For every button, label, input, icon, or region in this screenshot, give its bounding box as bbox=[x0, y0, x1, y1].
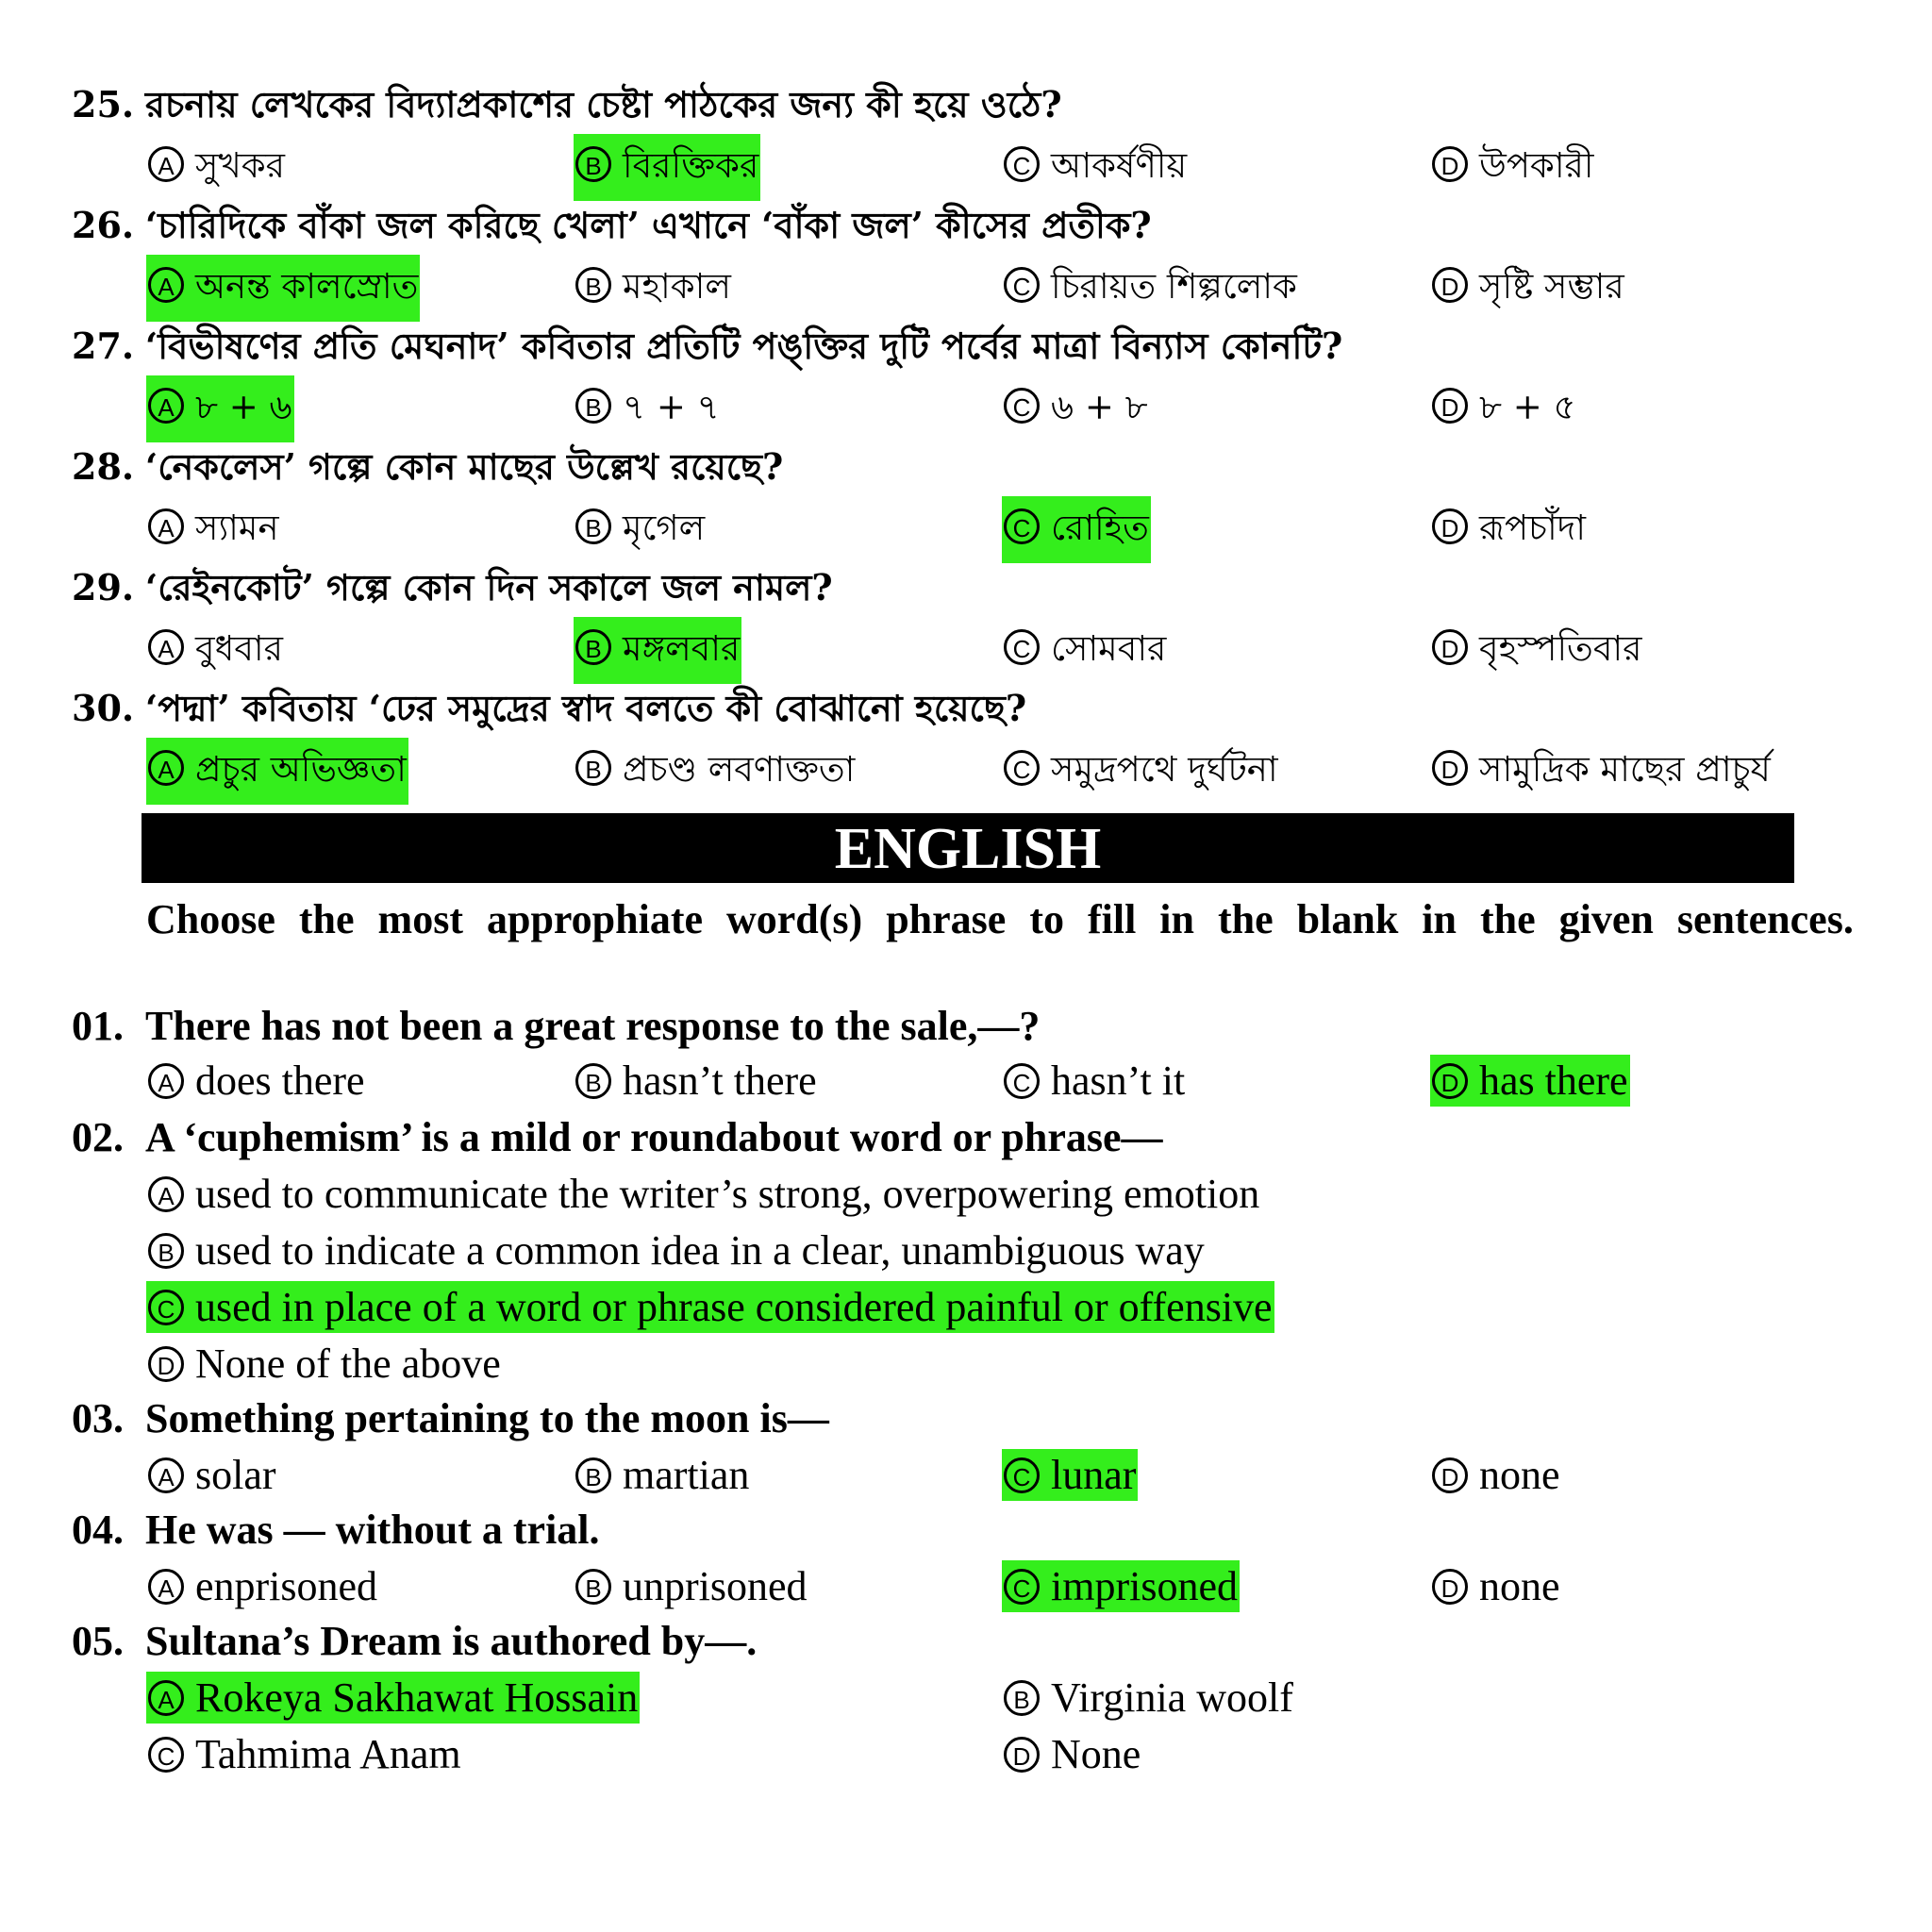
option-text: সামুদ্রিক মাছের প্রাচুর্য bbox=[1479, 749, 1771, 790]
option-01-a bbox=[146, 1055, 367, 1107]
option-letter-circle: A bbox=[148, 1063, 184, 1099]
option-letter-circle: A bbox=[148, 750, 184, 786]
option-text: does there bbox=[195, 1058, 365, 1104]
question-text: ‘পদ্মা’ কবিতায় ‘ঢের সমুদ্রের স্বাদ বলতে কী বোঝানো হয়েছে? bbox=[145, 687, 1027, 729]
option-29-d bbox=[1430, 617, 1644, 684]
option-letter-circle: B bbox=[575, 1063, 611, 1099]
option-03-c-correct bbox=[1002, 1449, 1138, 1501]
option-02-c-correct bbox=[146, 1281, 1274, 1333]
option-text: used to communicate the writer’s strong, overpowering emotion bbox=[195, 1171, 1260, 1217]
question-number: 27. bbox=[72, 325, 135, 367]
option-letter-circle: C bbox=[148, 1290, 184, 1325]
option-27-c bbox=[1002, 375, 1150, 442]
option-letter-circle: D bbox=[1432, 1063, 1468, 1099]
option-text: অনন্ত কালস্রোত bbox=[195, 266, 419, 307]
option-letter-circle: A bbox=[148, 1457, 184, 1493]
question-text: ‘চারিদিকে বাঁকা জল করিছে খেলা’ এখানে ‘বাঁকা জল’ কীসের প্রতীক? bbox=[145, 204, 1152, 246]
option-letter-circle: D bbox=[1432, 1569, 1468, 1605]
question-number: 28. bbox=[72, 445, 135, 488]
option-text: none bbox=[1479, 1452, 1560, 1498]
option-05-c bbox=[146, 1728, 463, 1780]
option-text: প্রচুর অভিজ্ঞতা bbox=[195, 749, 407, 790]
option-05-b bbox=[1002, 1672, 1295, 1724]
option-text: has there bbox=[1479, 1058, 1628, 1104]
question-number: 01. bbox=[72, 1003, 124, 1049]
option-29-b-correct bbox=[574, 617, 741, 684]
question-text: ‘রেইনকোট’ গল্পে কোন দিন সকালে জল নামল? bbox=[145, 566, 833, 608]
option-letter-circle: C bbox=[1004, 1063, 1040, 1099]
option-text: মহাকাল bbox=[623, 266, 731, 307]
option-letter-circle: C bbox=[1004, 146, 1040, 182]
option-letter-circle: A bbox=[148, 1680, 184, 1716]
option-30-a-correct bbox=[146, 738, 408, 805]
option-letter-circle: B bbox=[575, 146, 611, 182]
question-number: 04. bbox=[72, 1507, 124, 1553]
option-03-d bbox=[1430, 1449, 1562, 1501]
option-letter-circle: A bbox=[148, 388, 184, 424]
option-28-d bbox=[1430, 496, 1588, 563]
option-letter-circle: C bbox=[1004, 750, 1040, 786]
option-27-a-correct bbox=[146, 375, 294, 442]
option-04-b bbox=[574, 1560, 809, 1612]
question-number: 05. bbox=[72, 1618, 124, 1664]
option-25-c bbox=[1002, 134, 1189, 201]
option-text: বৃহস্পতিবার bbox=[1479, 628, 1642, 669]
option-text: রোহিত bbox=[1051, 508, 1149, 548]
option-05-a-correct bbox=[146, 1672, 640, 1724]
option-letter-circle: C bbox=[1004, 1569, 1040, 1605]
option-text: martian bbox=[623, 1452, 750, 1498]
option-letter-circle: B bbox=[575, 750, 611, 786]
option-letter-circle: B bbox=[575, 267, 611, 303]
section-heading-english: ENGLISH bbox=[142, 813, 1794, 883]
option-text: ৮ + ৫ bbox=[1479, 387, 1576, 427]
option-text: বিরক্তিকর bbox=[623, 145, 759, 186]
option-text: Rokeya Sakhawat Hossain bbox=[195, 1674, 639, 1721]
option-text: solar bbox=[195, 1452, 276, 1498]
option-text: None of the above bbox=[195, 1341, 501, 1387]
option-text: used to indicate a common idea in a clear, unambiguous way bbox=[195, 1227, 1205, 1274]
option-letter-circle: A bbox=[148, 1176, 184, 1212]
question-05 bbox=[72, 1617, 757, 1665]
option-text: hasn’t it bbox=[1051, 1058, 1186, 1104]
option-letter-circle: B bbox=[148, 1233, 184, 1269]
option-28-a bbox=[146, 496, 281, 563]
option-text: স্যামন bbox=[195, 508, 279, 548]
option-text: None bbox=[1051, 1731, 1141, 1777]
question-number: 29. bbox=[72, 566, 135, 608]
option-01-b bbox=[574, 1055, 819, 1107]
option-text: ৮ + ৬ bbox=[195, 387, 292, 427]
option-text: ৬ + ৮ bbox=[1051, 387, 1148, 427]
question-text: রচনায় লেখকের বিদ্যাপ্রকাশের চেষ্টা পাঠকের জন্য কী হয়ে ওঠে? bbox=[145, 83, 1062, 125]
option-text: enprisoned bbox=[195, 1563, 378, 1609]
option-30-c bbox=[1002, 738, 1280, 805]
option-letter-circle: C bbox=[148, 1737, 184, 1773]
option-letter-circle: D bbox=[1432, 146, 1468, 182]
option-letter-circle: A bbox=[148, 508, 184, 544]
question-number: 30. bbox=[72, 687, 135, 729]
option-01-c bbox=[1002, 1055, 1187, 1107]
option-29-a bbox=[146, 617, 285, 684]
option-letter-circle: C bbox=[1004, 267, 1040, 303]
option-28-c-correct bbox=[1002, 496, 1151, 563]
option-text: Tahmima Anam bbox=[195, 1731, 461, 1777]
option-05-d bbox=[1002, 1728, 1142, 1780]
question-03 bbox=[72, 1394, 829, 1442]
option-text: Virginia woolf bbox=[1051, 1674, 1293, 1721]
option-30-d bbox=[1430, 738, 1773, 805]
question-text: Something pertaining to the moon is— bbox=[145, 1395, 829, 1441]
option-25-d bbox=[1430, 134, 1596, 201]
option-letter-circle: B bbox=[575, 1457, 611, 1493]
option-03-a bbox=[146, 1449, 278, 1501]
option-text: প্রচণ্ড লবণাক্ততা bbox=[623, 749, 856, 790]
option-letter-circle: D bbox=[148, 1346, 184, 1382]
option-letter-circle: A bbox=[148, 146, 184, 182]
option-26-b bbox=[574, 255, 733, 322]
option-text: used in place of a word or phrase considered painful or offensive bbox=[195, 1284, 1273, 1330]
option-text: none bbox=[1479, 1563, 1560, 1609]
option-letter-circle: D bbox=[1432, 629, 1468, 665]
option-text: রূপচাঁদা bbox=[1479, 508, 1586, 548]
option-letter-circle: A bbox=[148, 1569, 184, 1605]
option-text: unprisoned bbox=[623, 1563, 808, 1609]
option-letter-circle: C bbox=[1004, 629, 1040, 665]
option-letter-circle: A bbox=[148, 629, 184, 665]
option-03-b bbox=[574, 1449, 751, 1501]
option-letter-circle: B bbox=[1004, 1680, 1040, 1716]
option-25-b-correct bbox=[574, 134, 760, 201]
option-25-a bbox=[146, 134, 287, 201]
option-text: আকর্ষণীয় bbox=[1051, 145, 1188, 186]
option-02-b bbox=[146, 1224, 1207, 1276]
question-26 bbox=[72, 198, 1152, 258]
question-04 bbox=[72, 1506, 600, 1554]
question-30 bbox=[72, 681, 1026, 741]
option-letter-circle: B bbox=[575, 508, 611, 544]
option-28-b bbox=[574, 496, 707, 563]
option-letter-circle: D bbox=[1432, 1457, 1468, 1493]
option-01-d-correct bbox=[1430, 1055, 1630, 1107]
option-26-c bbox=[1002, 255, 1299, 322]
instruction-text: Choose the most approphiate word(s) phrase to fill in the blank in the given sentences. bbox=[146, 896, 1854, 942]
option-02-d bbox=[146, 1338, 503, 1390]
question-01 bbox=[72, 1002, 1040, 1050]
question-29 bbox=[72, 560, 833, 621]
option-letter-circle: D bbox=[1432, 267, 1468, 303]
option-04-d bbox=[1430, 1560, 1562, 1612]
option-text: মৃগেল bbox=[623, 508, 706, 548]
option-04-a bbox=[146, 1560, 379, 1612]
option-letter-circle: B bbox=[575, 388, 611, 424]
option-26-d bbox=[1430, 255, 1626, 322]
option-text: মঙ্গলবার bbox=[623, 628, 741, 669]
option-letter-circle: B bbox=[575, 1569, 611, 1605]
option-30-b bbox=[574, 738, 857, 805]
option-letter-circle: D bbox=[1432, 388, 1468, 424]
option-text: imprisoned bbox=[1051, 1563, 1238, 1609]
question-number: 26. bbox=[72, 204, 135, 246]
question-number: 03. bbox=[72, 1395, 124, 1441]
option-text: উপকারী bbox=[1479, 145, 1594, 186]
option-29-c bbox=[1002, 617, 1168, 684]
question-text: ‘বিভীষণের প্রতি মেঘনাদ’ কবিতার প্রতিটি পঙ্‌ক্তির দুটি পর্বের মাত্রা বিন্যাস কোনটি? bbox=[145, 325, 1343, 367]
option-text: সৃষ্টি সম্ভার bbox=[1479, 266, 1624, 307]
question-02 bbox=[72, 1113, 1163, 1161]
option-letter-circle: C bbox=[1004, 388, 1040, 424]
option-27-b bbox=[574, 375, 722, 442]
option-text: lunar bbox=[1051, 1452, 1137, 1498]
option-letter-circle: D bbox=[1004, 1737, 1040, 1773]
question-text: A ‘cuphemism’ is a mild or roundabout word or phrase— bbox=[145, 1114, 1163, 1160]
option-letter-circle: D bbox=[1432, 750, 1468, 786]
option-26-a-correct bbox=[146, 255, 420, 322]
option-text: সুখকর bbox=[195, 145, 285, 186]
question-28 bbox=[72, 440, 783, 500]
option-text: সমুদ্রপথে দুর্ঘটনা bbox=[1051, 749, 1278, 790]
question-text: He was — without a trial. bbox=[145, 1507, 600, 1553]
option-text: ৭ + ৭ bbox=[623, 387, 720, 427]
question-number: 25. bbox=[72, 83, 135, 125]
option-text: hasn’t there bbox=[623, 1058, 817, 1104]
option-letter-circle: B bbox=[575, 629, 611, 665]
option-04-c-correct bbox=[1002, 1560, 1240, 1612]
option-letter-circle: C bbox=[1004, 508, 1040, 544]
option-02-a bbox=[146, 1168, 1261, 1220]
question-text: Sultana’s Dream is authored by—. bbox=[145, 1618, 758, 1664]
option-text: চিরায়ত শিল্পলোক bbox=[1051, 266, 1297, 307]
option-text: সোমবার bbox=[1051, 628, 1167, 669]
question-25 bbox=[72, 77, 1062, 138]
option-letter-circle: A bbox=[148, 267, 184, 303]
question-text: There has not been a great response to the sale,—? bbox=[145, 1003, 1041, 1049]
option-text: বুধবার bbox=[195, 628, 284, 669]
option-letter-circle: C bbox=[1004, 1457, 1040, 1493]
question-number: 02. bbox=[72, 1114, 124, 1160]
question-text: ‘নেকলেস’ গল্পে কোন মাছের উল্লেখ রয়েছে? bbox=[145, 445, 784, 488]
option-letter-circle: D bbox=[1432, 508, 1468, 544]
question-27 bbox=[72, 319, 1342, 379]
option-27-d bbox=[1430, 375, 1578, 442]
